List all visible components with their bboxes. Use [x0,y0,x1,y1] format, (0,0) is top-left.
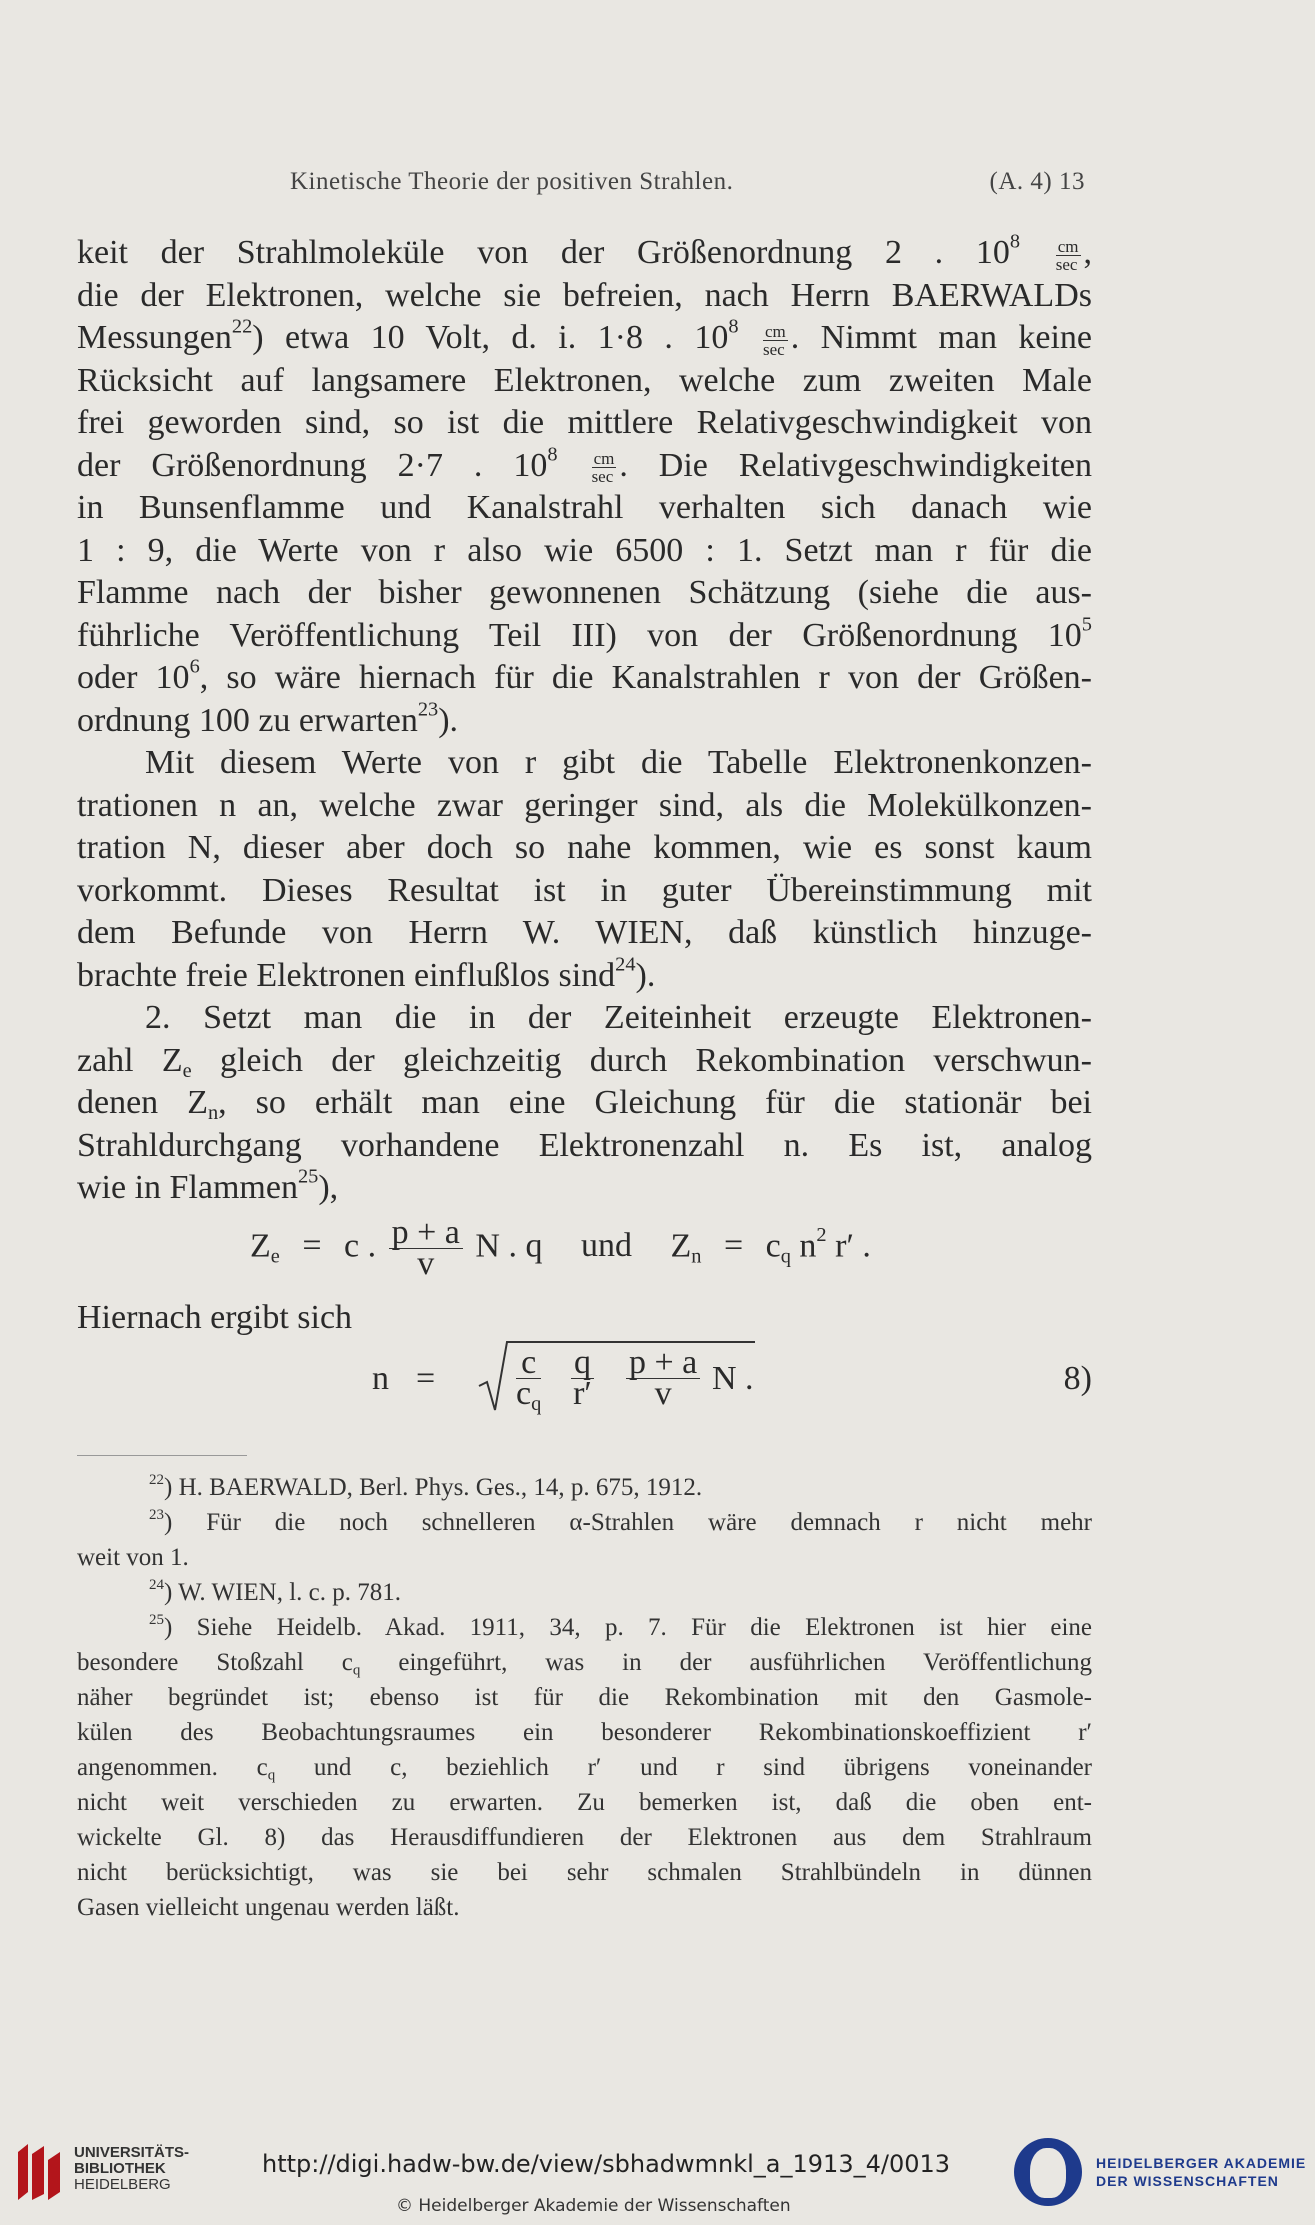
footnote-24: $^{24}$) W. WIEN, l. c. p. 781. [149,1576,402,1606]
text-line: frei geworden sind, so ist die mittlere Relativgeschwindigkeit von [77,404,1092,441]
text-hiernach: Hiernach ergibt sich [77,1299,353,1336]
source-url-link[interactable]: http://digi.hadw-bw.de/view/sbhadwmnkl_a_1913_4/0013 [262,2150,951,2178]
paragraph-1 [77,232,1092,742]
footnote-23-cont: weit von 1. [77,1544,189,1571]
ub-heidelberg-logo-icon [14,2140,66,2204]
hadw-label: HEIDELBERGER AKADEMIE DER WISSENSCHAFTEN [1096,2155,1307,2189]
footnote-25-cont: wickelte Gl. 8) das Herausdiffundieren der Elektronen aus dem Strahlraum [77,1824,1092,1851]
footnote-25-cont: külen des Beobachtungsraumes ein besonderer Rekombinationskoeffizient r′ [77,1719,1092,1746]
text-line: Flamme nach der bisher gewonnenen Schätzung (siehe die aus- [77,574,1092,611]
text-line: keit der Strahlmoleküle von der Größenordnung 2 . $10^8$ $\frac{cm}{\sec}$ , [77,230,1092,274]
text-line: die der Elektronen, welche sie befreien, nach Herrn BAERWALDs [77,276,1092,314]
text-line: in Bunsenflamme und Kanalstrahl verhalten sich danach wie [77,489,1092,526]
equation-1: $Z_e = c$ . $\frac{p + a}{v}$ N . q und $Z_n = c_q$ $n^2$ r′ . [250,1214,871,1282]
text-line: Messungen$^{22}$) etwa 10 Volt, d. i. 1·8 . $10^8$ $\frac{cm}{\sec}$ . Nimmt man keine [77,315,1092,359]
footnote-25-cont: besondere Stoßzahl $c_q$ eingeführt, was in der ausführlichen Veröffentlichung [77,1649,1092,1679]
text-line: zahl $Z_e$ gleich der gleichzeitig durch Rekombination verschwun- [77,1041,1092,1082]
equation-2: n = $\frac{c}{c_q}$ $\frac{q}{r'}$ $\frac{p + a}{v}$ N . 8) [372,1338,1092,1428]
paragraph-3 [77,997,1092,1210]
footnote-22: $^{22}$) H. BAERWALD, Berl. Phys. Ges., 14, p. 675, 1912. [149,1471,703,1501]
text-line: der Größenordnung 2·7 . $10^8$ $\frac{cm}{\sec}$ . Die Relativgeschwindigkeiten [77,443,1092,487]
footnote-25-cont: Gasen vielleicht ungenau werden läßt. [77,1894,460,1921]
text-line: oder $10^6$, so wäre hiernach für die Kanalstrahlen r von der Größen- [77,655,1092,696]
text-line: brachte freie Elektronen einflußlos sind$^{24}$). [77,953,656,994]
text-line: denen $Z_n$, so erhält man eine Gleichung für die stationär bei [77,1084,1092,1125]
equation-fraction: $\frac{p + a}{v}$ [389,1218,463,1279]
text-line: Rücksicht auf langsamere Elektronen, welche zum zweiten Male [77,361,1092,399]
footnote-rule [77,1455,247,1456]
equation-number: 8) [1063,1360,1092,1397]
text-line: ordnung 100 zu erwarten$^{23}$). [77,698,459,739]
text-line: wie in Flammen$^{25}$), [77,1165,339,1206]
copyright-notice: © Heidelberger Akademie der Wissenschaften [396,2196,791,2216]
text-line: führliche Veröffentlichung Teil III) von der Größenordnung $10^5$ [77,613,1092,654]
page-number: (A. 4) 13 [989,168,1085,195]
text-line: Mit diesem Werte von r gibt die Tabelle Elektronenkonzen- [145,744,1092,781]
footnote-25-cont: näher begründet ist; ebenso ist für die Rekombination mit den Gasmole- [77,1684,1092,1711]
footnote-25: $^{25}$) Siehe Heidelb. Akad. 1911, 34, p. 7. Für die Elektronen ist hier eine [149,1611,1092,1641]
text-line: 2. Setzt man die in der Zeiteinheit erzeugte Elektronen- [145,999,1092,1036]
footnote-25-cont: angenommen. $c_q$ und c, beziehlich r′ und r sind übrigens voneinander [77,1754,1092,1784]
footnote-23: $^{23}$) Für die noch schnelleren α-Strahlen wäre demnach r nicht mehr [149,1506,1092,1536]
text-line: 1 : 9, die Werte von r also wie 6500 : 1. Setzt man r für die [77,531,1092,569]
ub-heidelberg-label: UNIVERSITÄTS- BIBLIOTHEK HEIDELBERG [74,2144,190,2193]
footnotes [77,1470,1092,1925]
text-line: tration N, dieser aber doch so nahe kommen, wie es sonst kaum [77,829,1092,866]
text-line: dem Befunde von Herrn W. WIEN, daß künstlich hinzuge- [77,914,1092,951]
footnote-25-cont: nicht berücksichtigt, was sie bei sehr schmalen Strahlbündeln in dünnen [77,1859,1092,1886]
footnote-25-cont: nicht weit verschieden zu erwarten. Zu bemerken ist, daß die oben ent- [77,1789,1092,1816]
text-line: trationen n an, welche zwar geringer sind, als die Molekülkonzen- [77,786,1092,824]
hadw-seal-icon [1014,2138,1082,2206]
text-line: vorkommt. Dieses Resultat ist in guter Übereinstimmung mit [77,871,1092,909]
paragraph-2 [77,742,1092,997]
running-title: Kinetische Theorie der positiven Strahlen. [290,168,734,195]
text-line: Strahldurchgang vorhandene Elektronenzahl n. Es ist, analog [77,1126,1092,1164]
